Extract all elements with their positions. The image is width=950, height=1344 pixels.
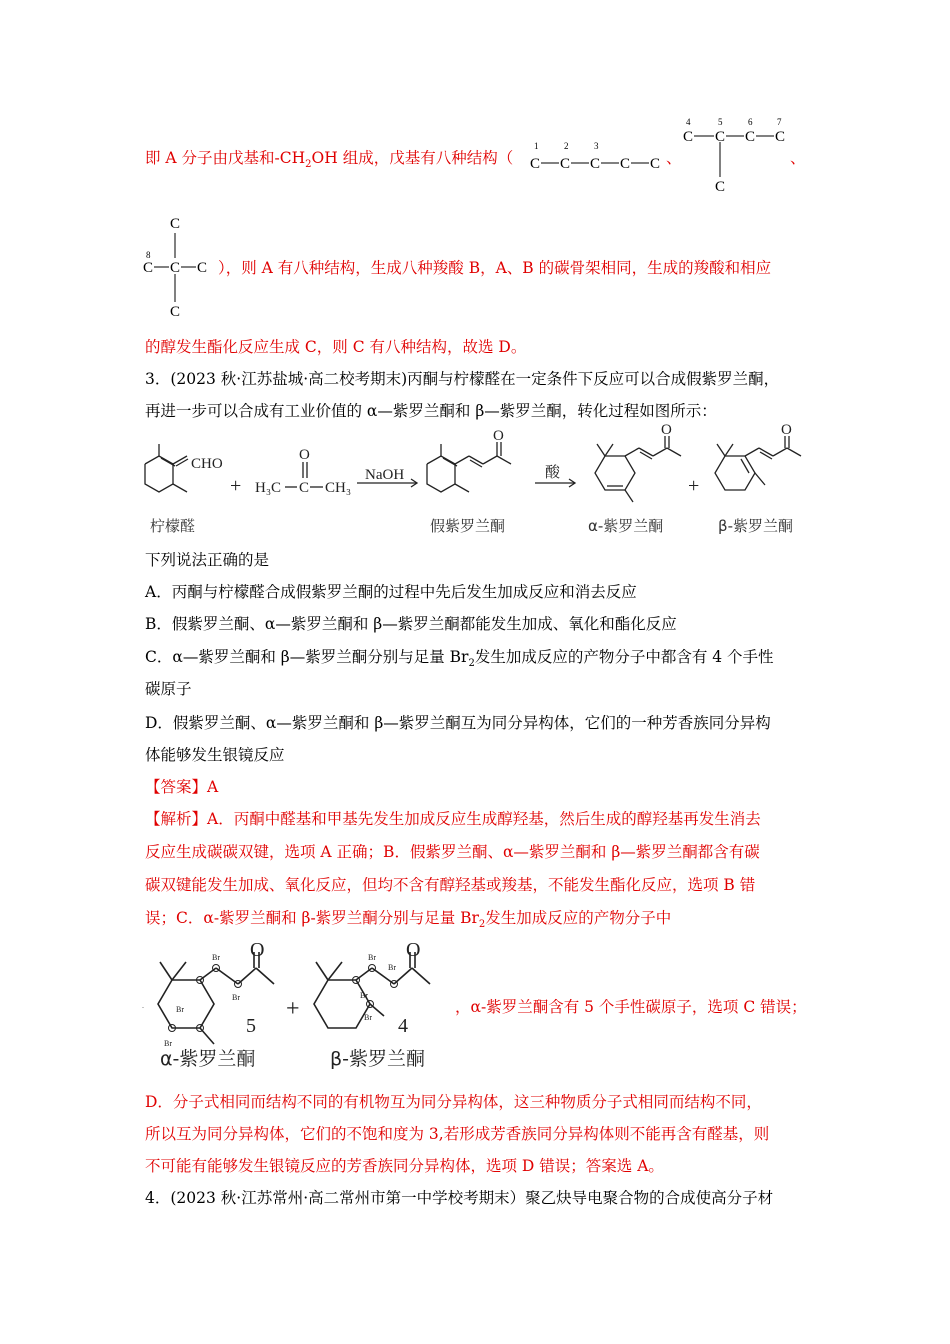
q4-stem-line-1: 4．(2023 秋·江苏常州·高二常州市第一中学校考期末）聚乙炔导电聚合物的合成使高分子材 <box>145 1189 774 1207</box>
svg-text:O: O <box>661 422 672 438</box>
answer-value: A <box>207 778 219 796</box>
svg-text:C: C <box>715 179 726 195</box>
option-a: A．丙酮与柠檬醛合成假紫罗兰酮的过程中先后发生加成反应和消去反应 <box>145 583 637 601</box>
option-b: B．假紫罗兰酮、α—紫罗兰酮和 β—紫罗兰酮都能发生加成、氧化和酯化反应 <box>145 615 677 633</box>
answer-line-3: 的醇发生酯化反应生成 C，则 C 有八种结构，故选 D。 <box>145 338 527 356</box>
svg-text:C: C <box>650 156 661 172</box>
q3-question: 下列说法正确的是 <box>145 551 270 569</box>
svg-text:.: . <box>142 1001 144 1010</box>
svg-text:+: + <box>688 475 700 497</box>
structure-neopentyl <box>143 212 213 327</box>
svg-text:C: C <box>590 156 601 172</box>
svg-text:CH₃: CH₃ <box>325 480 352 496</box>
svg-text:C: C <box>170 216 181 232</box>
reaction-scheme <box>135 422 825 510</box>
analysis-line-3: 碳双键能发生加成、氧化反应，但均不含有醇羟基或羧基，不能发生酯化反应，选项 B 错 <box>145 876 756 894</box>
analysis-line-5: ，α-紫罗兰酮含有 5 个手性碳原子，选项 C 错误； <box>455 998 807 1016</box>
svg-text:4: 4 <box>686 117 691 127</box>
answer-line-1: 即 A 分子由戊基和$-CH_2OH$ 组成，戊基有八种结构（ <box>145 149 514 171</box>
svg-text:6: 6 <box>748 117 753 127</box>
svg-text:C: C <box>170 304 181 320</box>
analysis-line-7: 所以互为同分异构体，它们的不饱和度为 3,若形成芳香族同分异构体则不能再含有醛基，则 <box>145 1125 770 1143</box>
svg-text:C: C <box>620 156 631 172</box>
svg-text:Br: Br <box>164 1039 172 1048</box>
option-d-cont: 体能够发生银镜反应 <box>145 746 285 764</box>
svg-text:3: 3 <box>594 141 599 151</box>
svg-text:H₃C: H₃C <box>255 480 282 496</box>
analysis-line-6: D．分子式相同而结构不同的有机物互为同分异构体，这三种物质分子式相同而结构不同， <box>145 1093 762 1111</box>
label-pseudoionone: 假紫罗兰酮 <box>430 517 506 535</box>
label-beta-ionone: β-紫罗兰酮 <box>718 517 793 535</box>
option-d: D．假紫罗兰酮、α—紫罗兰酮和 β—紫罗兰酮互为同分异构体，它们的一种芳香族同分异构 <box>145 714 771 732</box>
q3-stem-line-1: 3．(2023 秋·江苏盐城·高二校考期末)丙酮与柠檬醛在一定条件下反应可以合成假紫罗兰酮， <box>145 370 780 388</box>
svg-text:NaOH: NaOH <box>365 467 405 483</box>
option-c: C．α—紫罗兰酮和 β—紫罗兰酮分别与足量 $Br_2$发生加成反应的产物分子中都含有 4 个手性 <box>145 648 774 670</box>
svg-text:CHO: CHO <box>191 456 223 472</box>
svg-text:Br: Br <box>176 1005 184 1014</box>
q3-stem-line-2: 再进一步可以合成有工业价值的 α—紫罗兰酮和 β—紫罗兰酮，转化过程如图所示： <box>145 402 717 420</box>
structure-branched-1 <box>683 113 793 198</box>
svg-text:+: + <box>286 996 300 1022</box>
svg-text:O: O <box>299 447 310 463</box>
svg-text:O: O <box>250 939 265 961</box>
label-citral: 柠檬醛 <box>150 517 196 535</box>
svg-text:C: C <box>745 129 756 145</box>
structure-pentyl-chain <box>527 138 667 178</box>
option-c-cont: 碳原子 <box>145 680 192 698</box>
svg-text:Br: Br <box>232 993 240 1002</box>
analysis-line-2: 反应生成碳碳双键，选项 A 正确；B．假紫罗兰酮、α—紫罗兰酮和 β—紫罗兰酮都含有碳 <box>145 843 760 861</box>
svg-text:C: C <box>683 129 694 145</box>
separator-2: 、 <box>790 149 806 167</box>
svg-text:C: C <box>560 156 571 172</box>
svg-text:Br: Br <box>360 991 368 1000</box>
svg-text:7: 7 <box>777 117 782 127</box>
svg-text:C: C <box>197 260 208 276</box>
svg-text:8: 8 <box>146 250 151 260</box>
svg-text:C: C <box>715 129 726 145</box>
analysis-line-4: 误；C．α-紫罗兰酮和 β-紫罗兰酮分别与足量 $Br_2$发生加成反应的产物分子中 <box>145 909 672 931</box>
analysis-line-1: 【解析】A．丙酮中醛基和甲基先发生加成反应生成醇羟基，然后生成的醇羟基再发生消去 <box>145 810 761 828</box>
label-beta-product: β-紫罗兰酮 <box>330 1048 425 1070</box>
svg-text:4: 4 <box>398 1015 408 1037</box>
svg-text:+: + <box>230 475 242 497</box>
svg-text:C: C <box>530 156 541 172</box>
svg-text:Br: Br <box>388 963 396 972</box>
svg-text:O: O <box>781 422 792 438</box>
svg-text:1: 1 <box>534 141 539 151</box>
answer-tag: 【答案】 <box>145 778 208 796</box>
answer-line-2: ），则 A 有八种结构，生成八种羧酸 B，A、B 的碳骨架相同，生成的羧酸和相应 <box>218 259 772 277</box>
svg-text:O: O <box>493 428 504 444</box>
svg-text:C: C <box>170 260 181 276</box>
answer-line <box>145 776 218 798</box>
label-alpha-ionone: α-紫罗兰酮 <box>588 517 664 535</box>
svg-text:Br: Br <box>212 953 220 962</box>
svg-text:酸: 酸 <box>545 465 561 481</box>
svg-text:Br: Br <box>364 1013 372 1022</box>
svg-text:O: O <box>406 939 421 961</box>
svg-text:2: 2 <box>564 141 569 151</box>
analysis-line-8: 不可能有能够发生银镜反应的芳香族同分异构体，选项 D 错误；答案选 A。 <box>145 1157 664 1175</box>
svg-text:5: 5 <box>718 117 723 127</box>
svg-text:C: C <box>143 260 154 276</box>
label-alpha-product: α-紫罗兰酮 <box>160 1048 256 1070</box>
svg-text:C: C <box>299 480 310 496</box>
svg-text:5: 5 <box>246 1015 256 1037</box>
svg-text:Br: Br <box>368 953 376 962</box>
separator-1: 、 <box>666 149 682 167</box>
svg-text:C: C <box>775 129 786 145</box>
